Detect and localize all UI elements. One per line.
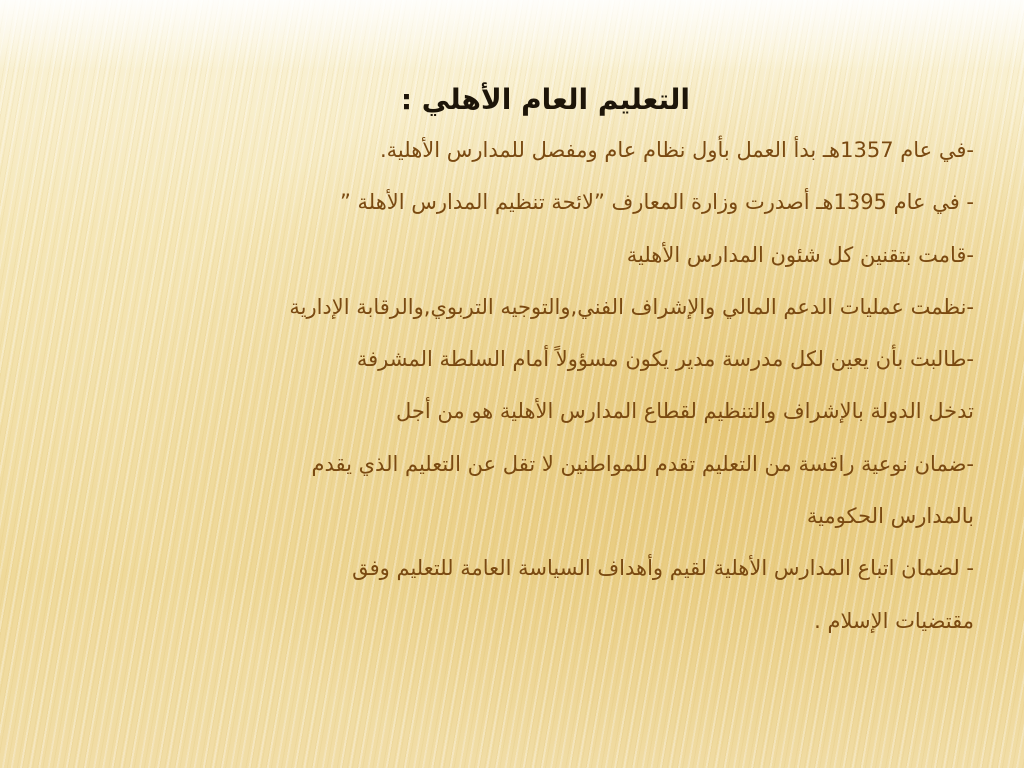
content-line: -طالبت بأن يعين لكل مدرسة مدير يكون مسؤولاً أمام السلطة المشرفة [356,347,974,372]
content-line: تدخل الدولة بالإشراف والتنظيم لقطاع المدارس الأهلية هو من أجل [396,399,974,424]
slide-title: التعليم العام الأهلي : [400,83,690,116]
content-line: -قامت بتقنين كل شئون المدارس الأهلية [626,242,974,267]
content-line: - في عام 1395هـ أصدرت وزارة المعارف ”لائحة تنظيم المدارس الأهلة ” [339,190,974,215]
content-line: - لضمان اتباع المدارس الأهلية لقيم وأهداف السياسة العامة للتعليم وفق [352,556,974,581]
content-line: -في عام 1357هـ بدأ العمل بأول نظام عام ومفصل للمدارس الأهلية. [379,138,974,162]
content-line: بالمدارس الحكومية [806,504,974,529]
content-line: -ضمان نوعية راقسة من التعليم تقدم للمواطنين لا تقل عن التعليم الذي يقدم [311,451,974,476]
content-line: مقتضيات الإسلام . [814,608,974,633]
slide-content [64,124,974,647]
content-line: -نظمت عمليات الدعم المالي والإشراف الفني,والتوجيه التربوي,والرقابة الإدارية [289,294,974,319]
